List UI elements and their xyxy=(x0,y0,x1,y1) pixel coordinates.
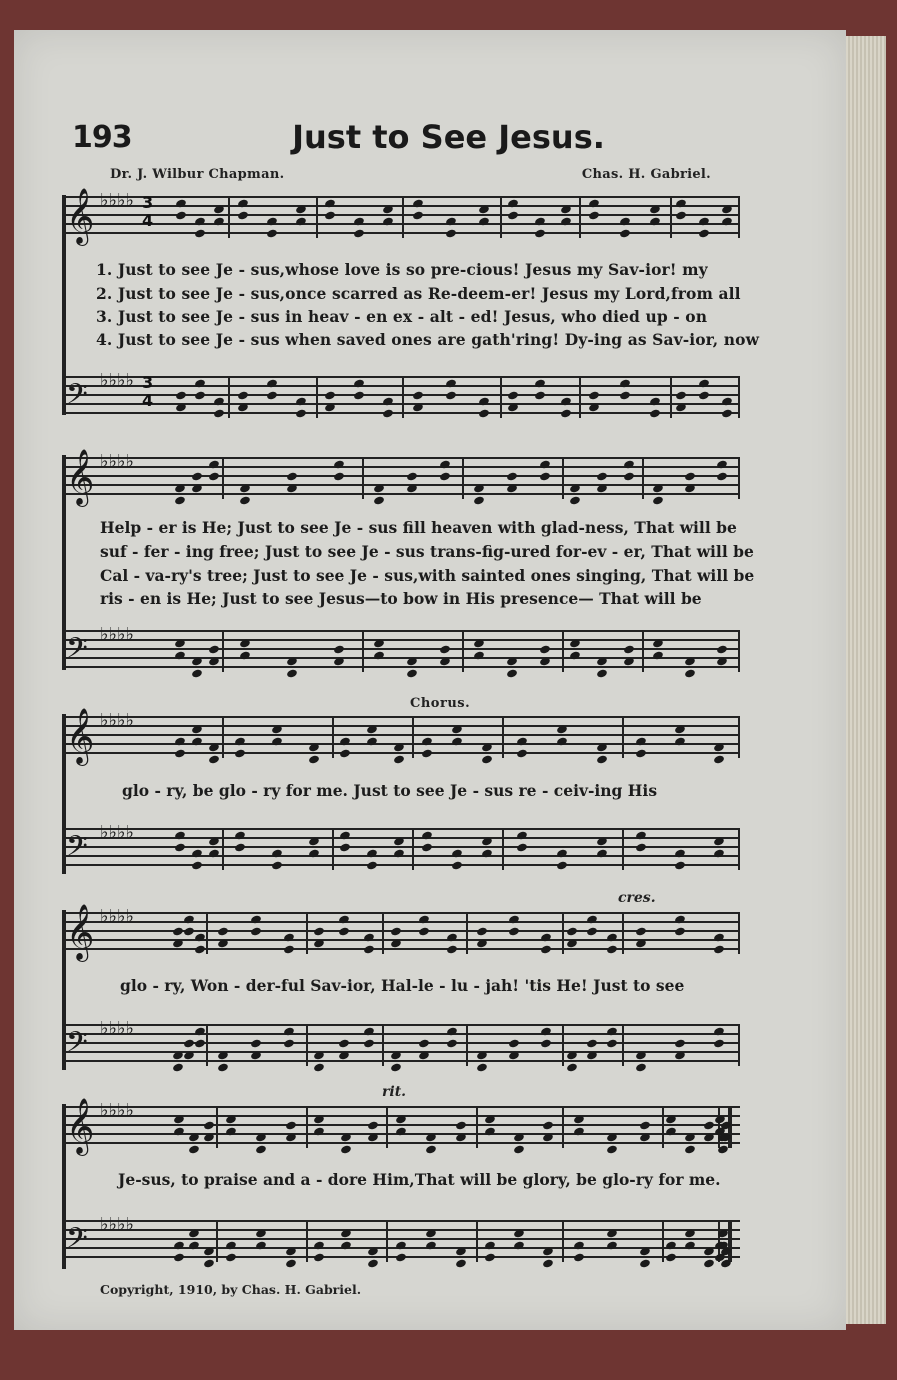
note-head xyxy=(516,737,528,747)
bass-staff xyxy=(62,1214,740,1262)
note-head xyxy=(446,1027,458,1037)
note-head xyxy=(271,737,283,747)
key-signature-icon: ♭♭♭♭ xyxy=(100,1214,134,1235)
note-head xyxy=(295,409,307,419)
note-head xyxy=(588,199,600,209)
note-head xyxy=(573,1241,585,1251)
note-head xyxy=(234,749,246,759)
note-head xyxy=(271,849,283,859)
note-head xyxy=(373,651,385,661)
note-head xyxy=(623,472,635,482)
note-head xyxy=(382,217,394,227)
note-head xyxy=(534,391,546,401)
note-head xyxy=(665,1241,677,1251)
note-head xyxy=(339,749,351,759)
note-head xyxy=(363,1039,375,1049)
note-head xyxy=(516,831,528,841)
note-head xyxy=(439,460,451,470)
note-head xyxy=(455,1121,467,1131)
note-head xyxy=(313,1127,325,1137)
verse-line-1: Help - er is He; Just to see Je - sus fill heaven with glad-ness, That will be xyxy=(100,518,737,537)
note-head xyxy=(208,645,220,655)
note-head xyxy=(338,1039,350,1049)
treble-staff xyxy=(62,188,740,244)
note-head xyxy=(534,217,546,227)
note-head xyxy=(506,472,518,482)
key-signature-icon: ♭♭♭♭ xyxy=(100,624,134,645)
note-head xyxy=(295,397,307,407)
bass-staff xyxy=(62,624,740,672)
note-head xyxy=(237,199,249,209)
note-head xyxy=(716,460,728,470)
note-head xyxy=(484,1253,496,1263)
note-head xyxy=(412,391,424,401)
note-head xyxy=(225,1127,237,1137)
treble-staff xyxy=(62,708,740,764)
bass-clef-icon: 𝄢 xyxy=(66,632,88,672)
note-head xyxy=(539,472,551,482)
note-head xyxy=(445,391,457,401)
note-head xyxy=(534,379,546,389)
note-head xyxy=(173,1127,185,1137)
note-head xyxy=(174,831,186,841)
note-head xyxy=(713,849,725,859)
note-head xyxy=(271,861,283,871)
note-head xyxy=(635,927,647,937)
bass-staff xyxy=(62,1018,740,1066)
key-signature-icon: ♭♭♭♭ xyxy=(100,710,134,731)
note-head xyxy=(338,927,350,937)
note-head xyxy=(217,927,229,937)
note-head xyxy=(675,199,687,209)
note-head xyxy=(478,217,490,227)
note-head xyxy=(674,737,686,747)
note-head xyxy=(412,199,424,209)
treble-clef-icon: 𝄞 xyxy=(66,708,95,764)
note-head xyxy=(395,1127,407,1137)
note-head xyxy=(507,211,519,221)
hymn-title: Just to See Jesus. xyxy=(292,118,605,156)
note-head xyxy=(606,1039,618,1049)
chorus-label: Chorus. xyxy=(410,696,471,711)
note-head xyxy=(713,945,725,955)
note-head xyxy=(208,472,220,482)
note-head xyxy=(439,472,451,482)
note-head xyxy=(313,1253,325,1263)
note-head xyxy=(191,861,203,871)
hymn-composer: Chas. H. Gabriel. xyxy=(581,167,711,182)
treble-clef-icon: 𝄞 xyxy=(66,904,95,960)
note-head xyxy=(439,645,451,655)
note-head xyxy=(366,737,378,747)
key-signature-icon: ♭♭♭♭ xyxy=(100,1100,134,1121)
note-head xyxy=(445,229,457,239)
key-signature-icon: ♭♭♭♭ xyxy=(100,370,134,391)
note-head xyxy=(333,645,345,655)
note-head xyxy=(560,397,572,407)
note-head xyxy=(481,849,493,859)
note-head xyxy=(295,217,307,227)
note-head xyxy=(339,843,351,853)
note-head xyxy=(183,927,195,937)
note-head xyxy=(286,472,298,482)
copyright-notice: Copyright, 1910, by Chas. H. Gabriel. xyxy=(100,1282,362,1297)
note-head xyxy=(363,1027,375,1037)
note-head xyxy=(173,1241,185,1251)
verse-line-3: Cal - va-ry's tree; Just to see Je - sus,with sainted ones singing, That will be xyxy=(100,566,755,585)
note-head xyxy=(237,391,249,401)
note-head xyxy=(225,1253,237,1263)
chorus-lyrics-2: glo - ry, Won - der-ful Sav-ior, Hal-le - lu - jah! 'tis He! Just to see xyxy=(120,976,685,995)
treble-clef-icon: 𝄞 xyxy=(66,449,95,505)
note-head xyxy=(484,1127,496,1137)
note-head xyxy=(194,217,206,227)
note-head xyxy=(308,849,320,859)
note-head xyxy=(674,1039,686,1049)
note-head xyxy=(191,472,203,482)
note-head xyxy=(684,472,696,482)
note-head xyxy=(213,409,225,419)
note-head xyxy=(586,1039,598,1049)
key-signature-icon: ♭♭♭♭ xyxy=(100,906,134,927)
note-head xyxy=(266,379,278,389)
note-head xyxy=(539,645,551,655)
note-head xyxy=(588,391,600,401)
note-head xyxy=(266,391,278,401)
note-head xyxy=(194,1039,206,1049)
verse-line-1: 1. Just to see Je - sus,whose love is so pre-cious! Jesus my Sav-ior! my xyxy=(96,260,708,279)
note-head xyxy=(540,945,552,955)
note-head xyxy=(649,217,661,227)
verse-line-4: 4. Just to see Je - sus when saved ones are gath'ring! Dy-ing as Sav-ior, now xyxy=(96,330,760,349)
note-head xyxy=(516,749,528,759)
key-signature-icon: ♭♭♭♭ xyxy=(100,1018,134,1039)
note-head xyxy=(674,861,686,871)
note-head xyxy=(635,737,647,747)
note-head xyxy=(234,843,246,853)
note-head xyxy=(250,915,262,925)
note-head xyxy=(445,379,457,389)
note-head xyxy=(324,211,336,221)
note-head xyxy=(698,379,710,389)
note-head xyxy=(412,211,424,221)
key-signature-icon: ♭♭♭♭ xyxy=(100,190,134,211)
bass-staff xyxy=(62,370,740,418)
note-head xyxy=(406,472,418,482)
note-head xyxy=(234,737,246,747)
note-head xyxy=(539,460,551,470)
note-head xyxy=(507,391,519,401)
note-head xyxy=(623,460,635,470)
note-head xyxy=(283,945,295,955)
cres-mark: cres. xyxy=(618,890,656,906)
note-head xyxy=(573,1127,585,1137)
note-head xyxy=(174,749,186,759)
rit-mark: rit. xyxy=(382,1084,407,1100)
note-head xyxy=(540,933,552,943)
note-head xyxy=(540,1027,552,1037)
note-head xyxy=(283,1027,295,1037)
note-head xyxy=(635,749,647,759)
note-head xyxy=(698,217,710,227)
note-head xyxy=(619,379,631,389)
note-head xyxy=(619,229,631,239)
note-head xyxy=(395,1253,407,1263)
verse-line-2: 2. Just to see Je - sus,once scarred as Re-deem-er! Jesus my Lord,from all xyxy=(96,284,741,303)
note-head xyxy=(713,1039,725,1049)
note-head xyxy=(674,927,686,937)
note-head xyxy=(476,927,488,937)
key-signature-icon: ♭♭♭♭ xyxy=(100,451,134,472)
note-head xyxy=(208,849,220,859)
note-head xyxy=(508,1039,520,1049)
note-head xyxy=(194,391,206,401)
note-head xyxy=(203,1121,215,1131)
note-head xyxy=(540,1039,552,1049)
note-head xyxy=(478,397,490,407)
note-head xyxy=(250,1039,262,1049)
note-head xyxy=(445,217,457,227)
note-head xyxy=(508,915,520,925)
note-head xyxy=(239,651,251,661)
note-head xyxy=(340,1241,352,1251)
note-head xyxy=(588,211,600,221)
note-head xyxy=(478,409,490,419)
note-head xyxy=(484,1241,496,1251)
note-head xyxy=(421,749,433,759)
note-head xyxy=(421,831,433,841)
note-head xyxy=(194,1027,206,1037)
note-head xyxy=(674,915,686,925)
note-head xyxy=(451,737,463,747)
note-head xyxy=(619,217,631,227)
note-head xyxy=(649,397,661,407)
note-head xyxy=(194,229,206,239)
note-head xyxy=(363,945,375,955)
note-head xyxy=(586,927,598,937)
note-head xyxy=(191,849,203,859)
note-head xyxy=(173,1253,185,1263)
note-head xyxy=(606,1027,618,1037)
note-head xyxy=(313,1241,325,1251)
note-head xyxy=(451,849,463,859)
bass-clef-icon: 𝄢 xyxy=(66,830,88,870)
note-head xyxy=(508,927,520,937)
note-head xyxy=(366,861,378,871)
note-head xyxy=(237,211,249,221)
note-head xyxy=(674,849,686,859)
note-head xyxy=(390,927,402,937)
verse-line-4: ris - en is He; Just to see Jesus—to bow in His presence— That will be xyxy=(100,589,702,608)
hymn-author: Dr. J. Wilbur Chapman. xyxy=(110,167,285,182)
note-head xyxy=(721,217,733,227)
note-head xyxy=(649,409,661,419)
note-head xyxy=(367,1121,379,1131)
bass-clef-icon: 𝄢 xyxy=(66,378,88,418)
note-head xyxy=(451,861,463,871)
note-head xyxy=(534,229,546,239)
treble-staff xyxy=(62,904,740,960)
note-head xyxy=(175,199,187,209)
note-head xyxy=(353,379,365,389)
note-head xyxy=(513,1241,525,1251)
note-head xyxy=(446,1039,458,1049)
bass-clef-icon: 𝄢 xyxy=(66,1222,88,1262)
note-head xyxy=(283,1039,295,1049)
note-head xyxy=(606,933,618,943)
note-head xyxy=(266,229,278,239)
treble-clef-icon: 𝄞 xyxy=(66,1098,95,1154)
note-head xyxy=(619,391,631,401)
note-head xyxy=(721,409,733,419)
key-signature-icon: ♭♭♭♭ xyxy=(100,822,134,843)
time-signature: 3 4 xyxy=(142,373,154,410)
note-head xyxy=(213,397,225,407)
note-head xyxy=(446,933,458,943)
note-head xyxy=(421,843,433,853)
note-head xyxy=(507,199,519,209)
note-head xyxy=(333,460,345,470)
note-head xyxy=(675,391,687,401)
note-head xyxy=(560,217,572,227)
note-head xyxy=(635,831,647,841)
note-head xyxy=(418,915,430,925)
note-head xyxy=(556,737,568,747)
note-head xyxy=(194,379,206,389)
note-head xyxy=(333,472,345,482)
note-head xyxy=(175,391,187,401)
note-head xyxy=(675,211,687,221)
chorus-lyrics-1: glo - ry, be glo - ry for me. Just to see Je - sus re - ceiv-ing His xyxy=(122,781,658,800)
note-head xyxy=(255,1241,267,1251)
note-head xyxy=(596,472,608,482)
note-head xyxy=(418,927,430,937)
note-head xyxy=(353,229,365,239)
note-head xyxy=(191,737,203,747)
note-head xyxy=(586,915,598,925)
note-head xyxy=(213,217,225,227)
note-head xyxy=(324,391,336,401)
note-head xyxy=(446,945,458,955)
note-head xyxy=(172,927,184,937)
note-head xyxy=(313,927,325,937)
note-head xyxy=(716,645,728,655)
note-head xyxy=(684,1241,696,1251)
note-head xyxy=(382,409,394,419)
note-head xyxy=(283,933,295,943)
note-head xyxy=(183,915,195,925)
note-head xyxy=(174,737,186,747)
note-head xyxy=(285,1121,297,1131)
bass-clef-icon: 𝄢 xyxy=(66,1026,88,1066)
note-head xyxy=(556,849,568,859)
page-edges xyxy=(846,36,886,1324)
note-head xyxy=(175,211,187,221)
note-head xyxy=(425,1241,437,1251)
note-head xyxy=(418,1039,430,1049)
treble-staff xyxy=(62,1098,740,1154)
note-head xyxy=(665,1253,677,1263)
note-head xyxy=(324,199,336,209)
treble-clef-icon: 𝄞 xyxy=(66,188,95,244)
note-head xyxy=(339,831,351,841)
note-head xyxy=(516,843,528,853)
note-head xyxy=(623,645,635,655)
note-head xyxy=(703,1121,715,1131)
note-head xyxy=(225,1241,237,1251)
note-head xyxy=(421,737,433,747)
note-head xyxy=(713,933,725,943)
note-head xyxy=(266,217,278,227)
note-head xyxy=(395,1241,407,1251)
note-head xyxy=(393,849,405,859)
note-head xyxy=(338,915,350,925)
note-head xyxy=(353,391,365,401)
note-head xyxy=(208,460,220,470)
note-head xyxy=(716,472,728,482)
note-head xyxy=(566,927,578,937)
note-head xyxy=(560,409,572,419)
note-head xyxy=(698,229,710,239)
hymn-number: 193 xyxy=(72,120,132,155)
note-head xyxy=(639,1121,651,1131)
note-head xyxy=(665,1127,677,1137)
note-head xyxy=(596,849,608,859)
note-head xyxy=(573,1253,585,1263)
note-head xyxy=(339,737,351,747)
note-head xyxy=(713,1027,725,1037)
note-head xyxy=(606,945,618,955)
note-head xyxy=(234,831,246,841)
note-head xyxy=(353,217,365,227)
note-head xyxy=(174,651,186,661)
verse-line-3: 3. Just to see Je - sus in heav - en ex - alt - ed! Jesus, who died up - on xyxy=(96,307,708,326)
note-head xyxy=(250,927,262,937)
note-head xyxy=(542,1121,554,1131)
note-head xyxy=(606,1241,618,1251)
note-head xyxy=(188,1241,200,1251)
note-head xyxy=(382,397,394,407)
bass-staff xyxy=(62,822,740,870)
verse-line-2: suf - fer - ing free; Just to see Je - sus trans-fig-ured for-ev - er, That will be xyxy=(100,542,754,561)
note-head xyxy=(363,933,375,943)
note-head xyxy=(366,849,378,859)
treble-staff xyxy=(62,449,740,505)
note-head xyxy=(174,843,186,853)
chorus-lyrics-3: Je-sus, to praise and a - dore Him,That will be glory, be glo-ry for me. xyxy=(118,1170,721,1189)
note-head xyxy=(183,1039,195,1049)
note-head xyxy=(698,391,710,401)
note-head xyxy=(635,843,647,853)
note-head xyxy=(652,651,664,661)
note-head xyxy=(473,651,485,661)
time-signature: 3 4 xyxy=(142,193,154,230)
note-head xyxy=(569,651,581,661)
note-head xyxy=(556,861,568,871)
note-head xyxy=(721,397,733,407)
note-head xyxy=(194,945,206,955)
note-head xyxy=(194,933,206,943)
